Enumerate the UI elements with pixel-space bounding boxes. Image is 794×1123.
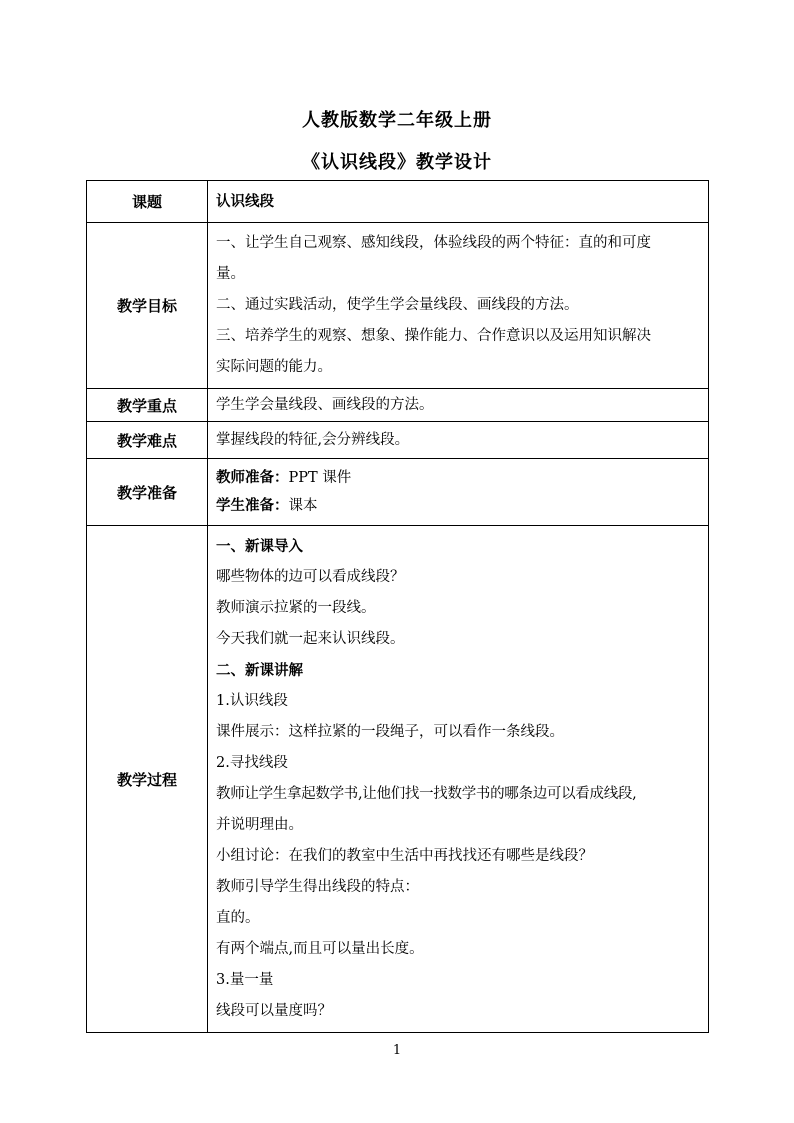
process-line-10: 并说明理由。 [216,817,303,833]
topic-value: 认识线段 [216,193,274,210]
lesson-plan-table [86,180,709,1033]
process-line-11: 小组讨论：在我们的教室中生活中再找找还有哪些是线段？ [216,848,593,864]
row-goals [87,223,709,389]
row-topic [87,181,709,223]
process-line-13: 直的。 [216,910,260,926]
process-line-4: 今天我们就一起来认识线段。 [216,631,405,647]
preparation-cell [208,459,709,526]
key-points-label: 教学重点 [87,389,208,422]
difficulties-label: 教学难点 [87,422,208,459]
document-subtitle: 《认识线段》教学设计 [302,152,492,173]
row-key-points [87,389,709,422]
process-line-8: 2.寻找线段 [216,755,288,771]
document-title: 人教版数学二年级上册 [302,110,492,131]
process-line-2: 哪些物体的边可以看成线段？ [216,569,405,585]
process-line-9: 教师让学生拿起数学书,让他们找一找数学书的哪条边可以看成线段, [216,786,637,802]
student-preparation [216,492,702,520]
process-line-5: 二、新课讲解 [216,662,303,679]
topic-label: 课题 [87,181,208,223]
process-line-16: 线段可以量度吗？ [216,1003,332,1019]
key-points-cell [208,389,709,422]
process-line-15: 3.量一量 [216,972,274,988]
row-process [87,526,709,1033]
row-difficulties [87,422,709,459]
preparation-label: 教学准备 [87,459,208,526]
process-line-14: 有两个端点,而且可以量出长度。 [216,941,424,957]
process-cell [208,526,709,1033]
goals-line-1: 一、让学生自己观察、感知线段，体验线段的两个特征：直的和可度 [216,235,651,251]
student-preparation-value: 课本 [288,498,318,514]
process-line-6: 1.认识线段 [216,693,288,709]
goals-line-5: 实际问题的能力。 [216,359,332,375]
difficulties-cell [208,422,709,459]
process-line-3: 教师演示拉紧的一段线。 [216,600,376,616]
teacher-preparation [216,464,702,492]
goals-line-4: 三、培养学生的观察、想象、操作能力、合作意识以及运用知识解决 [216,328,651,344]
student-preparation-label: 学生准备： [216,497,289,514]
key-points-value: 学生学会量线段、画线段的方法。 [216,397,434,413]
goals-line-3: 二、通过实践活动，使学生学会量线段、画线段的方法。 [216,297,579,313]
goals-label: 教学目标 [87,223,208,389]
teacher-preparation-value: PPT 课件 [288,470,352,486]
process-label: 教学过程 [87,526,208,1033]
goals-cell [208,223,709,389]
process-line-7: 课件展示：这样拉紧的一段绳子，可以看作一条线段。 [216,724,564,740]
teacher-preparation-label: 教师准备： [216,469,289,486]
goals-line-2: 量。 [216,266,245,282]
process-line-1: 一、新课导入 [216,538,303,555]
page-number: 1 [392,1043,402,1058]
difficulties-value: 掌握线段的特征,会分辨线段。 [216,432,410,448]
topic-cell [208,181,709,223]
row-preparation [87,459,709,526]
process-line-12: 教师引导学生得出线段的特点： [216,879,419,895]
